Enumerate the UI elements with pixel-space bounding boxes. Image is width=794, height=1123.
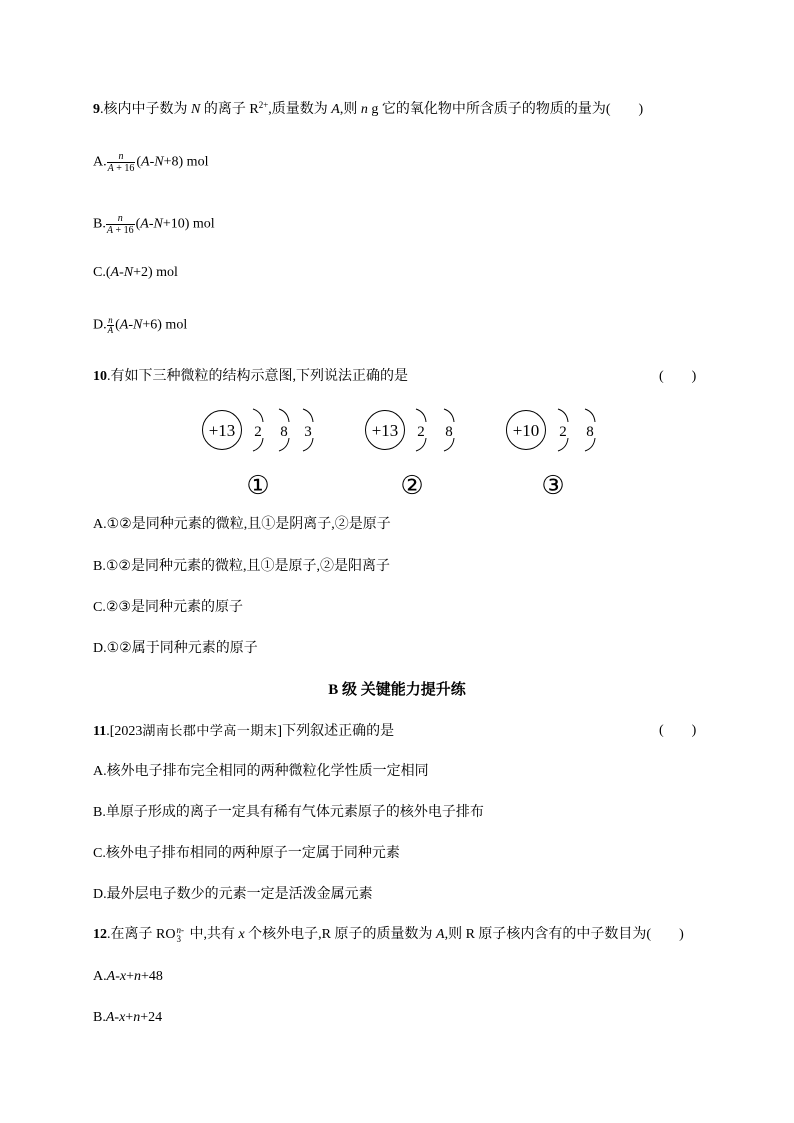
variable-n-neutrons: N (191, 102, 201, 117)
question-11-option-b (93, 804, 484, 822)
stem-text: 个核外电子,R 原子的质量数为 (244, 927, 437, 943)
fraction-numerator: n (108, 315, 113, 325)
expr-text: - (128, 317, 134, 333)
expr-text: + (126, 969, 134, 984)
expr-text: - (119, 265, 124, 280)
option-text: 核外电子排布完全相同的两种微粒化学性质一定相同 (106, 764, 429, 779)
answer-blank: ( ) (659, 723, 697, 738)
stem-text: .核内中子数为 (100, 102, 191, 117)
expr-text: - (115, 969, 120, 984)
option-text: ②③是同种元素的原子 (105, 600, 243, 615)
denominator-text: + 16 (112, 225, 134, 236)
nucleus-charge: +13 (208, 421, 236, 440)
expr-text: ( (105, 265, 111, 280)
expr-text: - (149, 154, 155, 170)
expr-text: +2) mol (133, 265, 178, 280)
question-9-option-a (93, 151, 209, 174)
shell-arc (279, 409, 289, 422)
option-label: C. (93, 265, 106, 280)
shell-arc (558, 409, 568, 422)
option-text: 单原子形成的离子一定具有稀有气体元素原子的核外电子排布 (105, 805, 484, 820)
expr-text: +6) mol (142, 317, 188, 333)
fraction-denominator (106, 225, 135, 236)
option-text: ①②属于同种元素的原子 (106, 641, 258, 656)
expr-text: + (125, 1010, 134, 1025)
shell-electron-count: 8 (586, 424, 594, 440)
ion-charge: n- (176, 925, 184, 935)
question-11-stem (93, 722, 394, 740)
expr-variable: A (141, 154, 150, 170)
question-number: 11 (93, 724, 107, 739)
diagram-3-text (513, 421, 594, 501)
question-source: 湖南长郡中学高一期末 (142, 723, 278, 738)
diagram-label: ② (400, 471, 424, 501)
denominator-variable: A (107, 163, 114, 174)
expr-variable: N (123, 265, 134, 280)
expr-variable: A (106, 969, 116, 984)
expr-variable: A (110, 265, 120, 280)
fraction (107, 151, 136, 174)
question-9-option-c (93, 264, 178, 282)
expr-text: +10) mol (162, 216, 215, 232)
option-label: A. (93, 764, 107, 779)
question-10-stem (93, 368, 408, 386)
expr-text: ( (115, 317, 120, 333)
option-label: D. (93, 641, 107, 656)
stem-text: .[2023 (106, 724, 143, 739)
expr-text: ( (135, 216, 141, 232)
diagram-1-text (209, 421, 312, 501)
option-text: 核外电子排布相同的两种原子一定属于同种元素 (105, 846, 400, 861)
diagram-2-text (372, 421, 453, 501)
option-label: A. (93, 154, 107, 170)
question-9-stem (93, 101, 643, 119)
stem-text: 中,共有 (185, 927, 239, 943)
ion-formula-base: RO (156, 927, 176, 943)
fraction-numerator: n (106, 213, 135, 225)
expr-text: - (114, 1010, 120, 1025)
answer-blank: ( ) (659, 369, 697, 384)
expr-text: +48 (140, 969, 163, 984)
nucleus-charge: +10 (512, 421, 540, 440)
fraction-denominator: A (107, 325, 114, 335)
expr-variable: n (133, 1010, 141, 1025)
expr-variable: A (140, 216, 149, 232)
shell-electron-count: 8 (445, 424, 453, 440)
option-label: A. (93, 517, 107, 532)
option-label: C. (93, 600, 106, 615)
option-text: ①②是同种元素的微粒,且①是原子,②是阳离子 (105, 559, 390, 574)
section-title: B 级 关键能力提升练 (328, 682, 466, 698)
expr-variable: x (119, 969, 127, 984)
option-label: B. (93, 559, 106, 574)
diagram-label: ③ (541, 471, 565, 501)
nucleus-charge: +13 (371, 421, 399, 440)
option-label: B. (93, 1010, 106, 1025)
option-label: D. (93, 887, 107, 902)
fraction-numerator: n (107, 151, 136, 163)
stem-text: ,则 (339, 102, 361, 117)
option-label: C. (93, 846, 106, 861)
shell-arc (585, 409, 595, 422)
expr-text: +8) mol (163, 154, 209, 170)
stem-text: 的离子 R (200, 102, 259, 117)
stem-text: ,则 R 原子核内含有的中子数目为( ) (444, 927, 684, 943)
shell-electron-count: 3 (304, 424, 312, 440)
variable-mass-number: A (331, 102, 340, 117)
expr-variable: n (133, 969, 141, 984)
expr-variable: A (105, 1010, 115, 1025)
question-number: 12 (93, 927, 107, 943)
question-9-option-b (93, 213, 215, 236)
expr-variable: A (119, 317, 129, 333)
option-label: A. (93, 969, 107, 984)
question-12-option-a (93, 968, 163, 986)
question-11-option-d (93, 886, 373, 904)
stem-text: g 它的氧化物中所含质子的物质的量为( ) (367, 102, 644, 117)
question-number: 10 (93, 369, 107, 384)
variable-x: x (238, 927, 245, 943)
expr-text: - (148, 216, 154, 232)
question-11-option-c (93, 845, 400, 863)
shell-arc (416, 409, 426, 422)
shell-electron-count: 8 (280, 424, 288, 440)
diagram-label: ① (246, 471, 270, 501)
option-text: 最外层电子数少的元素一定是活泼金属元素 (106, 887, 373, 902)
expr-variable: N (153, 216, 163, 232)
denominator-variable: A (106, 225, 113, 236)
ion-sup-sub (176, 926, 184, 944)
particle-structure-diagrams (0, 395, 794, 505)
option-label: B. (93, 805, 106, 820)
option-label: B. (93, 216, 106, 232)
question-9-option-d (93, 316, 187, 334)
expr-text: ( (136, 154, 142, 170)
question-10-option-c (93, 599, 243, 617)
fraction-denominator (107, 163, 136, 174)
option-label: D. (93, 317, 107, 333)
question-12-stem (93, 926, 684, 944)
shell-electron-count: 2 (417, 424, 425, 440)
question-10-option-a (93, 516, 391, 534)
variable-mass: n (360, 102, 368, 117)
expr-variable: N (133, 317, 143, 333)
fraction (107, 316, 115, 335)
shell-arc (303, 409, 313, 422)
ion-subscript: 3 (176, 934, 181, 944)
question-11-option-a (93, 763, 429, 781)
option-text: ①②是同种元素的微粒,且①是阴离子,②是原子 (106, 517, 391, 532)
shell-electron-count: 2 (254, 424, 262, 440)
expr-variable: x (119, 1010, 126, 1025)
shell-electron-count: 2 (559, 424, 567, 440)
question-10-option-d (93, 640, 258, 658)
stem-text: .有如下三种微粒的结构示意图,下列说法正确的是 (107, 369, 408, 384)
question-12-option-b (93, 1009, 162, 1027)
denominator-text: + 16 (113, 163, 135, 174)
expr-variable: N (154, 154, 164, 170)
variable-mass-number: A (436, 927, 445, 943)
question-number: 9 (93, 102, 100, 117)
question-10-option-b (93, 558, 390, 576)
expr-text: +24 (140, 1010, 163, 1025)
stem-text: .在离子 (107, 927, 156, 943)
stem-text: ]下列叙述正确的是 (277, 724, 395, 739)
stem-text: ,质量数为 (268, 102, 332, 117)
shell-arc (444, 409, 454, 422)
ion-charge: 2+ (258, 100, 269, 110)
fraction (106, 213, 135, 236)
shell-arc (253, 409, 263, 422)
